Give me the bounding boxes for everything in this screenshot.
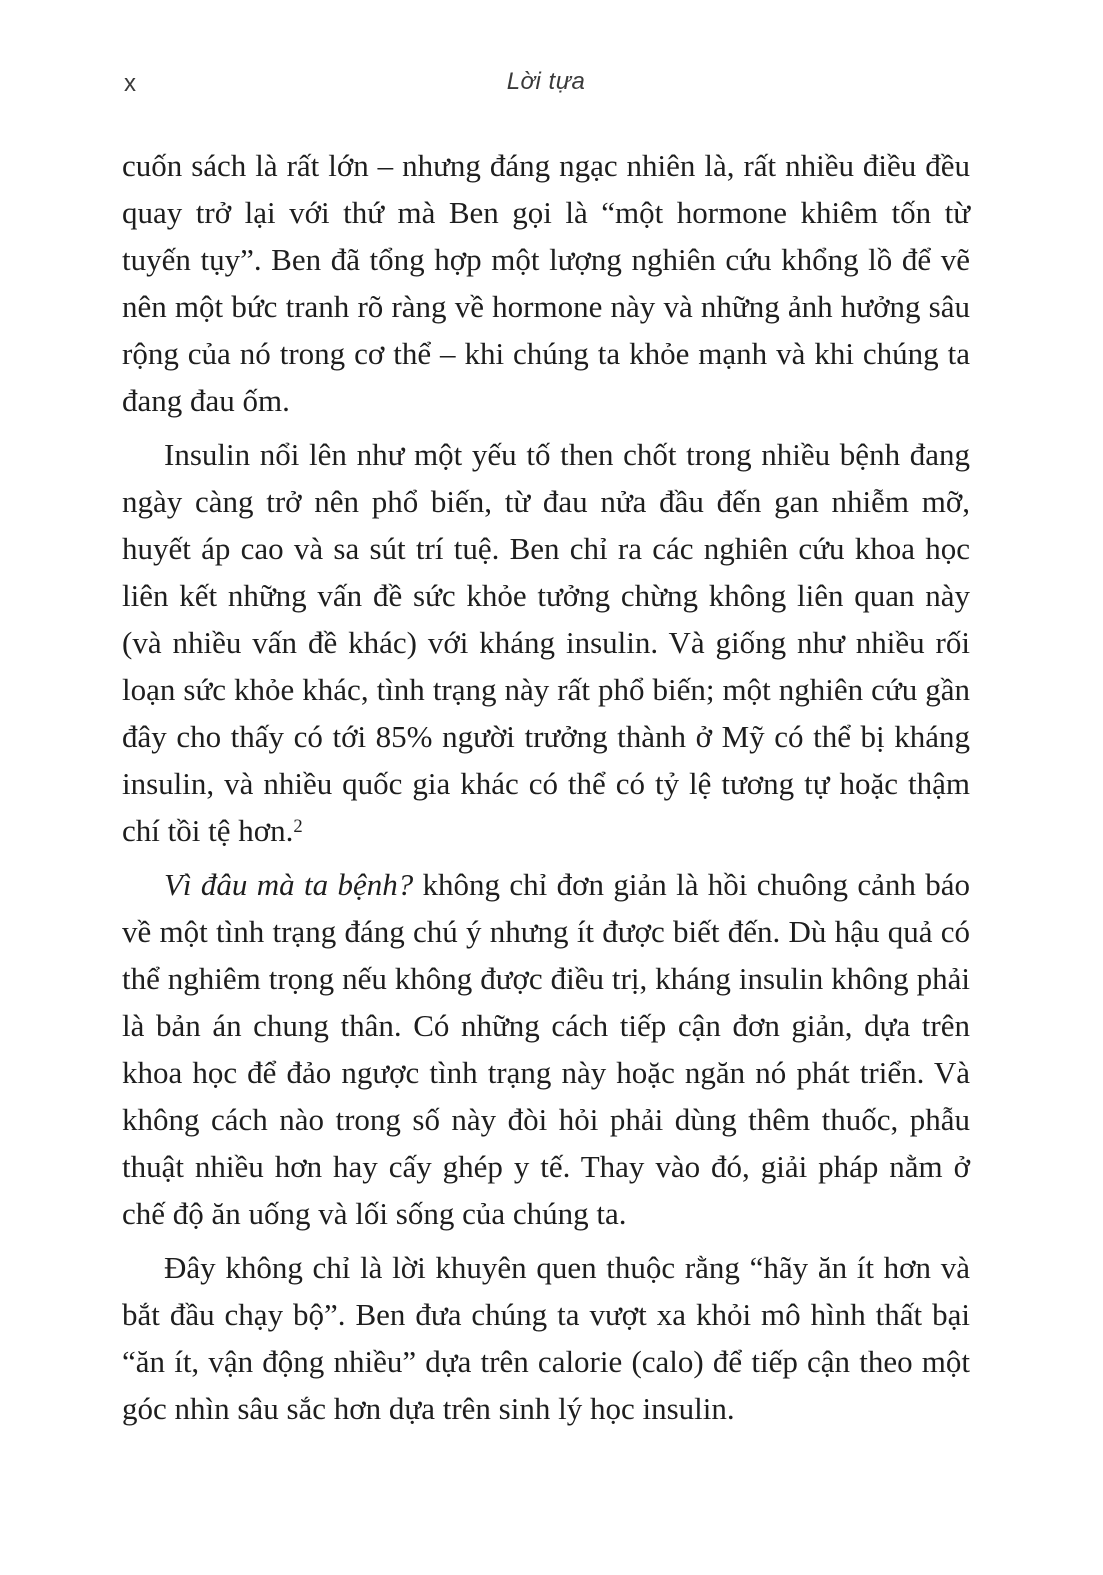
paragraph-text: cuốn sách là rất lớn – nhưng đáng ngạc nhiên là, rất nhiều điều đều quay trở lại với thứ mà Ben gọi là “một hormone khiêm tốn từ tuyến tụy”. Ben đã tổng hợp một lượng nghiên cứu khổng lồ để vẽ nên một bức tranh rõ ràng về hormone này và những ảnh hưởng sâu rộng của nó trong cơ thể – khi chúng ta khỏe mạnh và khi chúng ta đang đau ốm. (122, 148, 970, 418)
running-title: Lời tựa (506, 68, 586, 95)
paragraph-text: Đây không chỉ là lời khuyên quen thuộc rằng “hãy ăn ít hơn và bắt đầu chạy bộ”. Ben đưa chúng ta vượt xa khỏi mô hình thất bại “ăn ít, vận động nhiều” dựa trên calorie (calo) để tiếp cận theo một góc nhìn sâu sắc hơn dựa trên sinh lý học insulin. (122, 1250, 970, 1426)
page-body-text (122, 142, 970, 1439)
paragraph-text: không chỉ đơn giản là hồi chuông cảnh báo về một tình trạng đáng chú ý nhưng ít được biết đến. Dù hậu quả có thể nghiêm trọng nếu không được điều trị, kháng insulin không phải là bản án chung thân. Có những cách tiếp cận đơn giản, dựa trên khoa học để đảo ngược tình trạng này hoặc ngăn nó phát triển. Và không cách nào trong số này đòi hỏi phải dùng thêm thuốc, phẫu thuật nhiều hơn hay cấy ghép y tế. Thay vào đó, giải pháp nằm ở chế độ ăn uống và lối sống của chúng ta. (122, 867, 970, 1231)
running-header (122, 68, 970, 102)
page-number: x (124, 70, 136, 97)
paragraph (122, 142, 970, 424)
paragraph-text: Insulin nổi lên như một yếu tố then chốt trong nhiều bệnh đang ngày càng trở nên phổ biến, từ đau nửa đầu đến gan nhiễm mỡ, huyết áp cao và sa sút trí tuệ. Ben chỉ ra các nghiên cứu khoa học liên kết những vấn đề sức khỏe tưởng chừng không liên quan này (và nhiều vấn đề khác) với kháng insulin. Và giống như nhiều rối loạn sức khỏe khác, tình trạng này rất phổ biến; một nghiên cứu gần đây cho thấy có tới 85% người trưởng thành ở Mỹ có thể bị kháng insulin, và nhiều quốc gia khác có thể có tỷ lệ tương tự hoặc thậm chí tồi tệ hơn. (122, 437, 970, 848)
paragraph (122, 431, 970, 854)
italic-book-title-phrase: Vì đâu mà ta bệnh? (164, 867, 414, 902)
footnote-reference: 2 (293, 815, 303, 837)
paragraph (122, 1244, 970, 1432)
paragraph (122, 861, 970, 1237)
